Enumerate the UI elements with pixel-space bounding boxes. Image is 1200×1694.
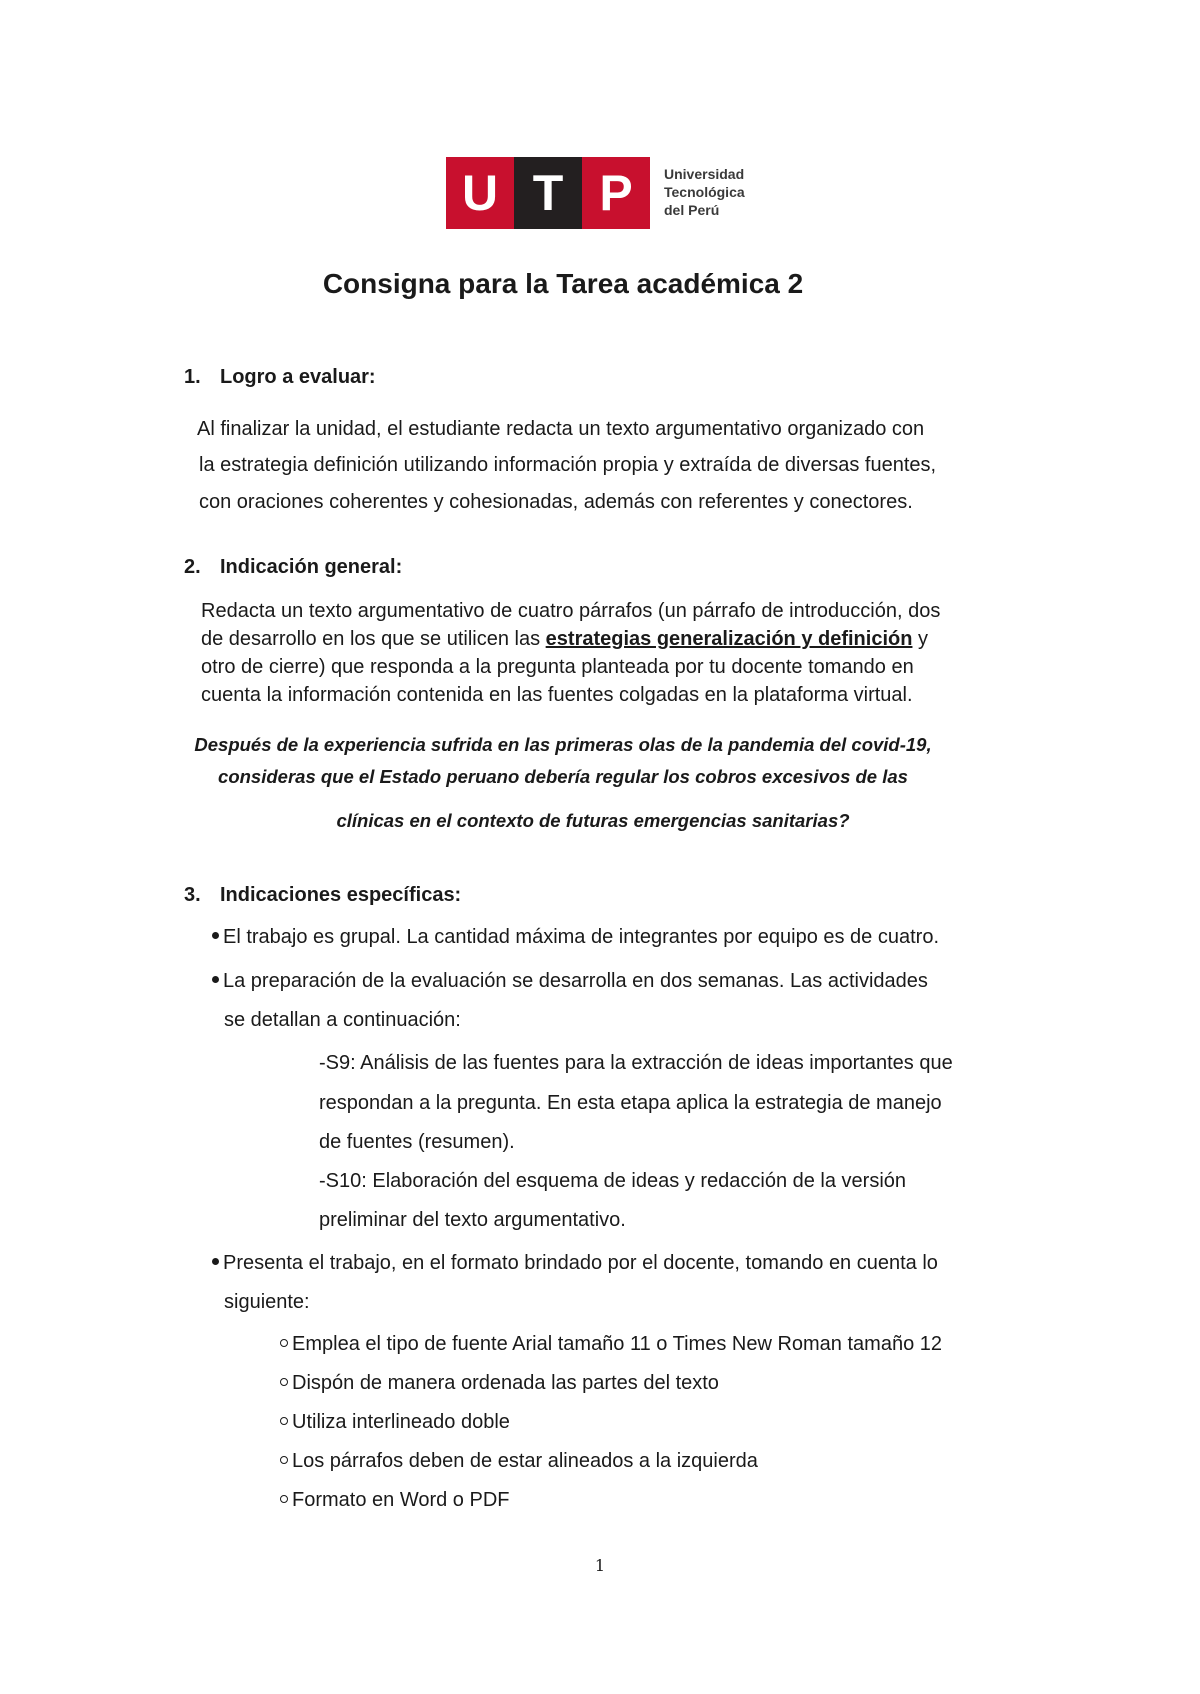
format-item: Formato en Word o PDF bbox=[280, 1489, 509, 1512]
week-line: -S10: Elaboración del esquema de ideas y redacción de la versión bbox=[319, 1170, 907, 1192]
utp-logo bbox=[446, 157, 766, 229]
section-1-heading: 1. Logro a evaluar: bbox=[184, 366, 376, 388]
list-item: Presenta el trabajo, en el formato brindado por el docente, tomando en cuenta lo bbox=[212, 1252, 938, 1275]
format-item: Emplea el tipo de fuente Arial tamaño 11 o Times New Roman tamaño 12 bbox=[280, 1333, 942, 1356]
logo-tile-t: T bbox=[514, 157, 582, 229]
logo-tile-p: P bbox=[582, 157, 650, 229]
page-number: 1 bbox=[594, 1556, 606, 1575]
circle-bullet-icon bbox=[280, 1417, 288, 1425]
section-3-heading: 3. Indicaciones específicas: bbox=[184, 884, 462, 906]
week-line: de fuentes (resumen). bbox=[319, 1131, 515, 1153]
emphasized-strategies: estrategias generalización y definición bbox=[545, 628, 913, 650]
list-item-continuation: siguiente: bbox=[224, 1291, 310, 1313]
circle-bullet-icon bbox=[280, 1378, 288, 1386]
document-title: Consigna para la Tarea académica 2 bbox=[322, 268, 804, 299]
week-line: preliminar del texto argumentativo. bbox=[319, 1209, 626, 1231]
week-line: -S9: Análisis de las fuentes para la extracción de ideas importantes que bbox=[319, 1052, 953, 1074]
circle-bullet-icon bbox=[280, 1339, 288, 1347]
bullet-icon bbox=[212, 1258, 219, 1265]
format-item: Dispón de manera ordenada las partes del texto bbox=[280, 1372, 719, 1395]
bullet-icon bbox=[212, 932, 219, 939]
circle-bullet-icon bbox=[280, 1456, 288, 1464]
section-2-heading: 2. Indicación general: bbox=[184, 556, 403, 578]
week-line: respondan a la pregunta. En esta etapa aplica la estrategia de manejo bbox=[319, 1092, 942, 1114]
circle-bullet-icon bbox=[280, 1495, 288, 1503]
document-page: U T P Universidad Tecnológica del Perú Consigna para la Tarea académica 2 1. Logro a evaluar: Al finalizar la unidad, el estudiante redacta un texto argumentativo organizado con la estrategia definición utilizando información propia y extraída de diversas fuentes, con oraciones coherentes y cohesionadas, además con referentes y conectores. 2. Indicación general: Redacta un texto argumentativo de cuatro párrafos (un párrafo de introducción, dos de desarrollo en los que se utilicen las estrategias generalización y definición y otro de cierre) que responda a la pregunta planteada por tu docente tomando en cuenta la información contenida en las fuentes colgadas en la plataforma virtual. Después de la experiencia sufrida en las primeras olas de la pandemia del covid-19, consideras que el Estado peruano debería regular los cobros excesivos de las clínicas en el contexto de futuras emergencias sanitarias? 3. Indicaciones específicas: El trabajo es grupal. La cantidad máxima de integrantes por equipo es de cuatro. La preparación de la evaluación se desarrolla en dos semanas. Las actividades se detallan a continuación: -S9: Análisis de las fuentes para la extracción de ideas importantes que respondan a la pregunta. En esta etapa aplica la estrategia de manejo de fuentes (resumen). -S10: Elaboración del esquema de ideas y redacción de la versión preliminar del texto argumentativo. Presenta el trabajo, en el formato brindado por el docente, tomando en cuenta lo siguiente: Emplea el tipo de fuente Arial tamaño 11 o Times New Roman tamaño 12 Dispón de manera ordenada las partes del texto Utiliza interlineado doble Los párrafos deben de estar alineados a la izquierda Formato en Word o PDF 1 bbox=[0, 0, 1200, 1694]
logo-wordmark: Universidad Tecnológica del Perú bbox=[664, 166, 745, 218]
list-item-continuation: se detallan a continuación: bbox=[224, 1009, 461, 1031]
format-item: Utiliza interlineado doble bbox=[280, 1411, 510, 1434]
list-item: La preparación de la evaluación se desarrolla en dos semanas. Las actividades bbox=[212, 970, 928, 993]
list-item: El trabajo es grupal. La cantidad máxima de integrantes por equipo es de cuatro. bbox=[212, 926, 939, 949]
bullet-icon bbox=[212, 976, 219, 983]
format-item: Los párrafos deben de estar alineados a la izquierda bbox=[280, 1450, 758, 1473]
logo-tile-u: U bbox=[446, 157, 514, 229]
